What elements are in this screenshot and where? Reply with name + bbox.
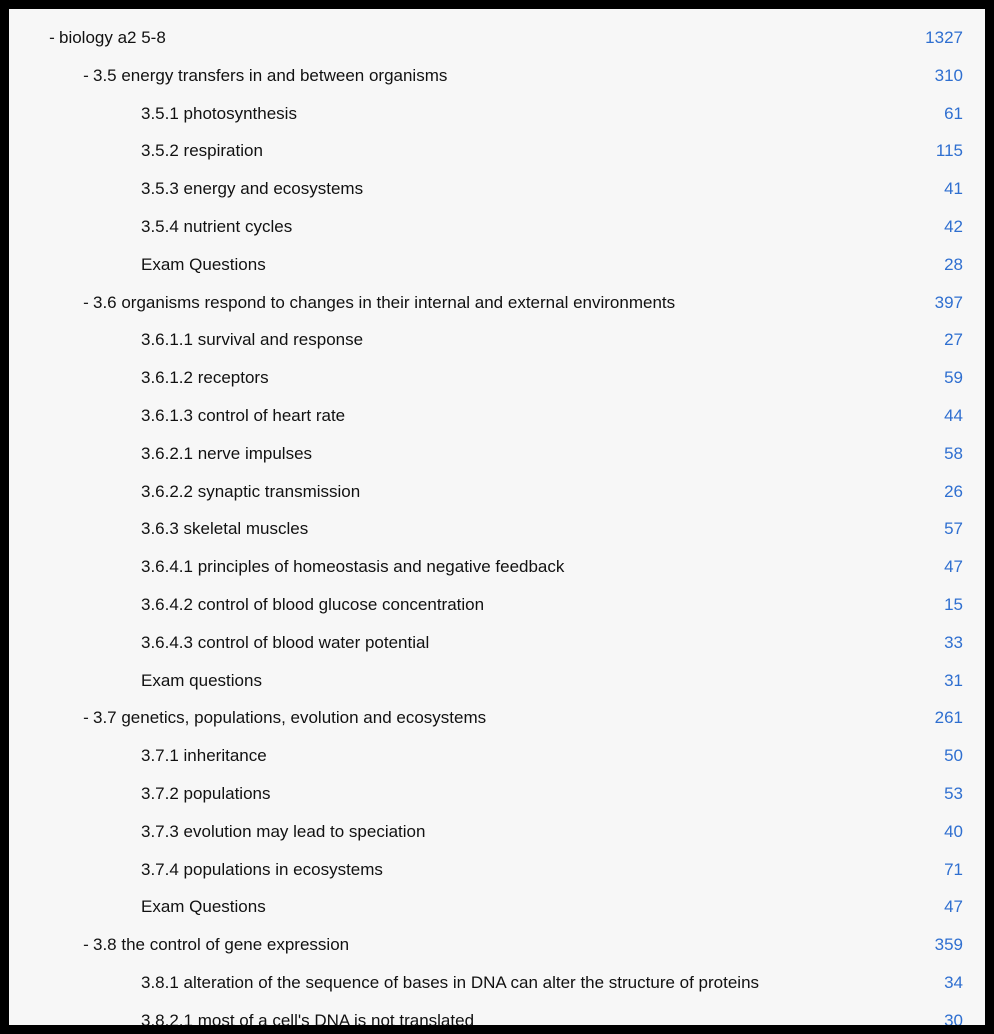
tree-row[interactable] — [23, 397, 963, 435]
tree-row-count: 310 — [934, 65, 963, 85]
tree-row-label-wrap — [79, 699, 917, 737]
tree-row-title: 3.6.4.1 principles of homeostasis and negative feedback — [141, 557, 565, 577]
tree-row-title: Exam questions — [141, 670, 262, 690]
tree-row-title: 3.7.1 inheritance — [141, 746, 267, 766]
tree-row[interactable] — [23, 170, 963, 208]
tree-row-title: 3.5.3 energy and ecosystems — [141, 179, 364, 199]
tree-row-title: 3.5.4 nutrient cycles — [141, 216, 293, 236]
tree-row-label-wrap — [127, 397, 926, 435]
tree-row-label-wrap — [127, 1002, 926, 1034]
tree-row-label-wrap — [127, 813, 926, 851]
tree-row-count: 40 — [944, 821, 963, 841]
tree-row-count: 397 — [934, 292, 963, 312]
tree-row-title: 3.7.3 evolution may lead to speciation — [141, 821, 426, 841]
tree-row[interactable] — [23, 284, 963, 322]
tree-row[interactable] — [23, 813, 963, 851]
tree-row-count: 261 — [934, 708, 963, 728]
tree-row-title: Exam Questions — [141, 897, 266, 917]
tree-row-count: 30 — [944, 1010, 963, 1030]
tree-row-label-wrap — [127, 851, 926, 889]
tree-row-count: 26 — [944, 481, 963, 501]
tree-row-title: 3.7 genetics, populations, evolution and ecosystems — [93, 708, 487, 728]
tree-row-label-wrap — [127, 510, 926, 548]
tree-row[interactable] — [23, 699, 963, 737]
tree-row[interactable] — [23, 57, 963, 95]
tree-row-count: 47 — [944, 897, 963, 917]
tree-row-label-wrap — [127, 435, 926, 473]
tree-row-title: Exam Questions — [141, 254, 266, 274]
tree-row[interactable] — [23, 586, 963, 624]
tree-row-title: 3.7.2 populations — [141, 783, 271, 803]
tree-row-title: 3.6.1.2 receptors — [141, 368, 269, 388]
tree-row-count: 42 — [944, 216, 963, 236]
tree-row-count: 59 — [944, 368, 963, 388]
tree-row-count: 115 — [935, 141, 963, 161]
tree-row-title: biology a2 5-8 — [59, 28, 166, 47]
tree-row-label-wrap — [127, 95, 926, 133]
tree-row-count: 33 — [944, 632, 963, 652]
tree-row-label-wrap — [127, 321, 926, 359]
tree-row-count: 28 — [944, 254, 963, 274]
tree-row-title: 3.6.2.2 synaptic transmission — [141, 481, 361, 501]
tree-row-title: 3.7.4 populations in ecosystems — [141, 859, 383, 879]
tree-row[interactable] — [23, 662, 963, 700]
tree-row-title: 3.6.4.3 control of blood water potential — [141, 632, 430, 652]
tree-row[interactable] — [23, 926, 963, 964]
tree-row-count: 27 — [944, 330, 963, 350]
tree-row-title: 3.8 the control of gene expression — [93, 935, 350, 955]
tree-row-count: 41 — [944, 179, 963, 199]
tree-row[interactable] — [23, 1002, 963, 1034]
tree-row[interactable] — [23, 435, 963, 473]
tree-row[interactable] — [23, 510, 963, 548]
tree-row-label-wrap — [127, 737, 926, 775]
tree-row[interactable] — [23, 851, 963, 889]
tree-row[interactable] — [23, 548, 963, 586]
tree-row-count: 50 — [944, 746, 963, 766]
tree-row-count: 359 — [934, 935, 963, 955]
tree-row[interactable] — [23, 737, 963, 775]
tree-row-label-wrap — [127, 473, 926, 511]
tree-row-count: 44 — [944, 405, 963, 425]
tree-row-count: 61 — [944, 103, 963, 123]
tree-row-label-wrap — [127, 624, 926, 662]
tree-row-title: 3.6.1.3 control of heart rate — [141, 405, 346, 425]
tree-row-title: 3.6.1.1 survival and response — [141, 330, 364, 350]
collapse-minus-icon[interactable]: - — [83, 292, 89, 312]
tree-row-label-wrap — [127, 548, 926, 586]
tree-row[interactable] — [23, 208, 963, 246]
tree-row[interactable] — [23, 132, 963, 170]
tree-row-count: 53 — [944, 783, 963, 803]
deck-tree[interactable] — [9, 9, 985, 1030]
tree-row-title: 3.5.2 respiration — [141, 141, 263, 161]
tree-row[interactable] — [23, 964, 963, 1002]
tree-row-count: 58 — [944, 443, 963, 463]
tree-row-title: 3.8.1 alteration of the sequence of bases in DNA can alter the structure of proteins — [141, 972, 760, 992]
tree-row-label-wrap — [127, 775, 926, 813]
tree-row-label-wrap — [127, 359, 926, 397]
tree-row-count: 34 — [944, 972, 963, 992]
tree-row-title: 3.6.4.2 control of blood glucose concentration — [141, 594, 485, 614]
tree-row-count: 1327 — [925, 28, 963, 47]
tree-row-title: 3.6 organisms respond to changes in their internal and external environments — [93, 292, 676, 312]
tree-row[interactable] — [23, 473, 963, 511]
tree-row-label-wrap — [79, 284, 917, 322]
tree-row[interactable] — [23, 888, 963, 926]
tree-row-count: 47 — [944, 557, 963, 577]
tree-row[interactable] — [23, 246, 963, 284]
tree-row[interactable] — [23, 624, 963, 662]
tree-row-title: 3.5 energy transfers in and between organisms — [93, 65, 448, 85]
tree-row[interactable] — [23, 95, 963, 133]
collapse-minus-icon[interactable]: - — [83, 935, 89, 955]
tree-row-label-wrap — [127, 246, 926, 284]
collapse-minus-icon[interactable]: - — [83, 708, 89, 728]
tree-row-title: 3.8.2.1 most of a cell's DNA is not translated — [141, 1010, 475, 1030]
tree-row-title: 3.6.2.1 nerve impulses — [141, 443, 313, 463]
tree-row-label-wrap — [127, 586, 926, 624]
tree-row[interactable] — [23, 775, 963, 813]
tree-row-count: 15 — [944, 594, 963, 614]
tree-row[interactable] — [23, 321, 963, 359]
tree-row-label-wrap — [127, 888, 926, 926]
tree-row-label-wrap — [127, 964, 926, 1002]
tree-row-count: 31 — [944, 670, 963, 690]
tree-row[interactable] — [23, 19, 963, 57]
tree-row[interactable] — [23, 359, 963, 397]
tree-row-label-wrap — [79, 926, 917, 964]
tree-row-label-wrap — [127, 662, 926, 700]
tree-row-title: 3.6.3 skeletal muscles — [141, 519, 309, 539]
tree-row-label-wrap — [45, 19, 907, 57]
tree-row-count: 71 — [944, 859, 963, 879]
tree-row-title: 3.5.1 photosynthesis — [141, 103, 297, 123]
tree-row-count: 57 — [944, 519, 963, 539]
collapse-minus-icon[interactable]: - — [83, 65, 89, 85]
tree-row-label-wrap — [127, 170, 926, 208]
tree-row-label-wrap — [79, 57, 917, 95]
collapse-minus-icon[interactable]: - — [49, 28, 55, 47]
tree-row-label-wrap — [127, 208, 926, 246]
tree-row-label-wrap — [127, 132, 918, 170]
